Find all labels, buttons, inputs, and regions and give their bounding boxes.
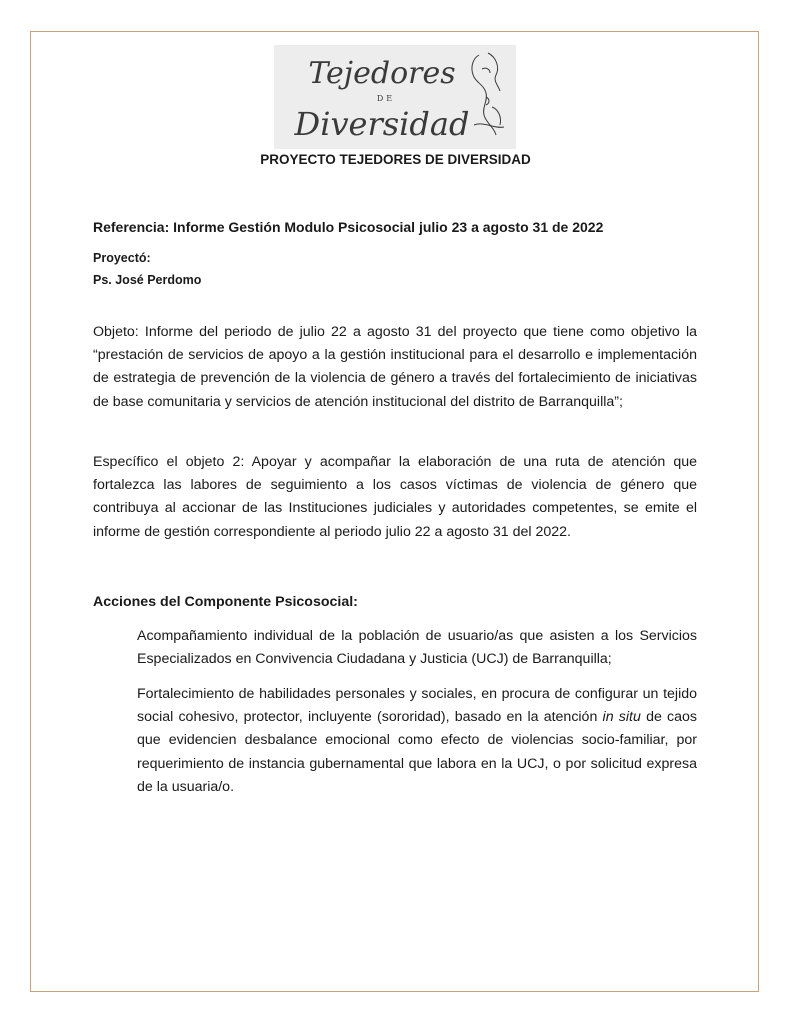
accion-item-1: Acompañamiento individual de la población de usuario/as que asisten a los Servicios Especializados en Convivencia Ciudadana y Justicia (UCJ) de Barranquilla; xyxy=(137,628,697,668)
logo-line3: Diversidad xyxy=(294,105,470,143)
logo-graphic xyxy=(274,45,516,149)
face-line-art-icon xyxy=(472,53,504,135)
accion-item-2 xyxy=(137,683,697,799)
objeto-paragraph: Objeto: Informe del periodo de julio 22 a agosto 31 del proyecto que tiene como objetivo la “prestación de servicios de apoyo a la gestión institucional para el desarrollo e implementación de estrategia de prevención de la violencia de género a través del fortalecimiento de iniciativas de base comunitaria y servicios de atención institucional del distrito de Barranquilla”; xyxy=(93,324,697,410)
proyecto-author: Ps. José Perdomo xyxy=(93,273,202,287)
accion-item-2-text-a: Fortalecimiento de habilidades personales y sociales, en procura de configurar un tejido social cohesivo, protector, incluyente (sororidad), basado en la atención xyxy=(137,686,697,726)
document-title: PROYECTO TEJEDORES DE DIVERSIDAD xyxy=(260,152,531,167)
reference-line: Referencia: Informe Gestión Modulo Psicosocial julio 23 a agosto 31 de 2022 xyxy=(93,219,604,235)
especifico-paragraph: Específico el objeto 2: Apoyar y acompañar la elaboración de una ruta de atención que fortalezca las labores de seguimiento a los casos víctimas de violencia de género que contribuya al accionar de las Instituciones judiciales y autoridades competentes, se emite el informe de gestión correspondiente al periodo julio 22 a agosto 31 del 2022. xyxy=(93,454,697,540)
accion-item-2-text-b: de caos que evidencien desbalance emocional como efecto de violencias socio-familiar, por requerimiento de instancia gubernamental que labora en la UCJ, o por solicitud expresa de la usuaria/o. xyxy=(137,709,698,795)
logo-line1: Tejedores xyxy=(308,56,456,91)
logo xyxy=(274,45,516,149)
proyecto-label: Proyectó: xyxy=(93,251,151,265)
logo-line2: DE xyxy=(376,94,396,103)
accion-item-2-italic: in situ xyxy=(602,709,641,726)
acciones-heading: Acciones del Componente Psicosocial: xyxy=(93,594,358,610)
